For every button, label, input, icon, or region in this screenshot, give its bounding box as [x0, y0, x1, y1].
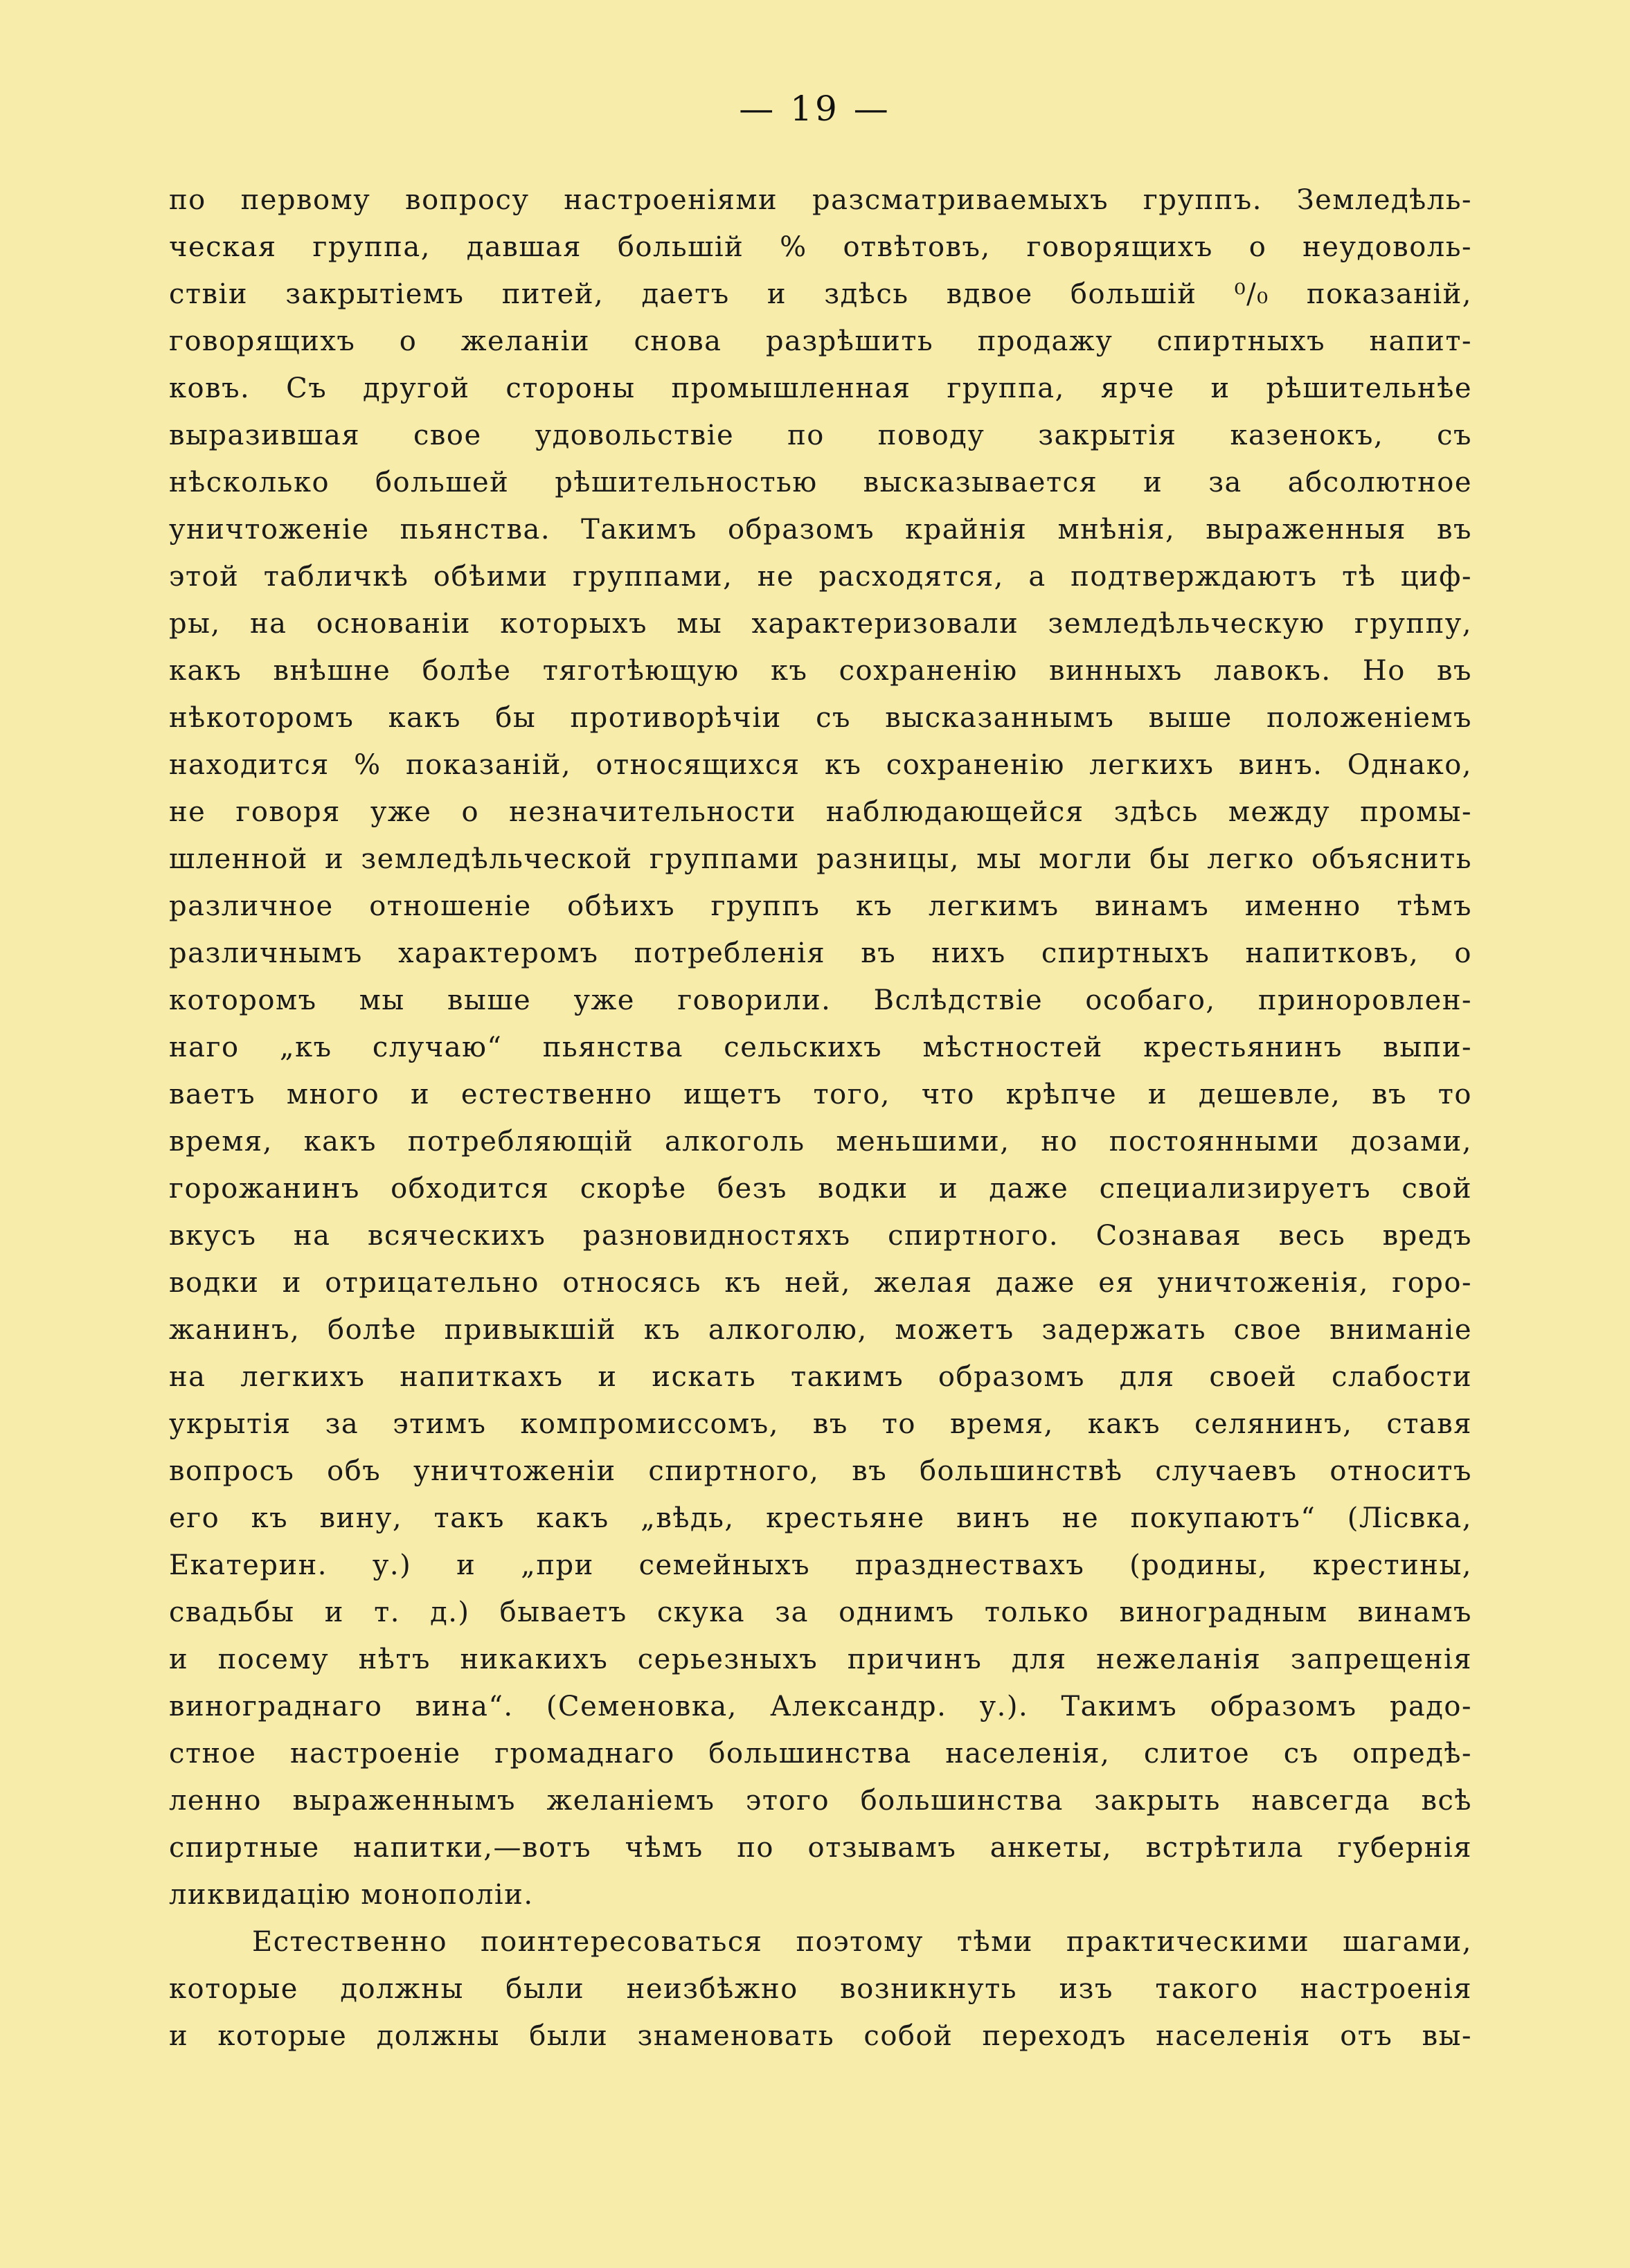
text-line: его къ вину, такъ какъ „вѣдь, крестьяне винъ не покупаютъ“ (Лісвка,	[169, 1502, 1472, 1534]
text-line: говорящихъ о желаніи снова разрѣшить продажу спиртныхъ напит-	[169, 325, 1472, 357]
text-line: ликвидацію монополіи.	[169, 1879, 534, 1911]
text-line: время, какъ потребляющій алкоголь меньшими, но постоянными дозами,	[169, 1126, 1472, 1158]
text-line: нѣкоторомъ какъ бы противорѣчіи съ высказаннымъ выше положеніемъ	[169, 702, 1472, 734]
text-line: горожанинъ обходится скорѣе безъ водки и даже специализируетъ свой	[169, 1173, 1472, 1205]
text-line: жанинъ, болѣе привыкшій къ алкоголю, можетъ задержать свое вниманіе	[169, 1314, 1472, 1346]
text-line: и которые должны были знаменовать собой переходъ населенія отъ вы-	[169, 2020, 1472, 2052]
text-line: ры, на основаніи которыхъ мы характеризовали земледѣльческую группу,	[169, 608, 1472, 640]
paragraph-2	[169, 1918, 1472, 2060]
paragraph-1	[169, 177, 1472, 1918]
text-line: наго „къ случаю“ пьянства сельскихъ мѣстностей крестьянинъ выпи-	[169, 1032, 1472, 1063]
text-line: укрытія за этимъ компромиссомъ, въ то время, какъ селянинъ, ставя	[169, 1408, 1472, 1440]
text-line: свадьбы и т. д.) бываетъ скука за однимъ только виноградным винамъ	[169, 1596, 1472, 1628]
body-text	[169, 177, 1472, 2060]
page-number: — 19 —	[739, 89, 891, 129]
text-line: ваетъ много и естественно ищетъ того, что крѣпче и дешевле, въ то	[169, 1079, 1472, 1110]
text-line: которомъ мы выше уже говорили. Вслѣдствіе особаго, приноровлен-	[169, 984, 1472, 1016]
text-line: которые должны были неизбѣжно возникнуть изъ такого настроенія	[169, 1973, 1472, 2005]
text-line: стное настроеніе громаднаго большинства населенія, слитое съ опредѣ-	[169, 1738, 1472, 1770]
text-line: ствіи закрытіемъ питей, даетъ и здѣсь вдвое большій ⁰/₀ показаній,	[169, 278, 1472, 310]
text-line: ческая группа, давшая большій % отвѣтовъ, говорящихъ о неудоволь-	[169, 231, 1472, 263]
text-line: шленной и земледѣльческой группами разницы, мы могли бы легко объяснить	[169, 843, 1472, 875]
text-line: различное отношеніе обѣихъ группъ къ легкимъ винамъ именно тѣмъ	[169, 890, 1472, 922]
text-line: ковъ. Съ другой стороны промышленная группа, ярче и рѣшительнѣе	[169, 372, 1472, 404]
text-line: и посему нѣтъ никакихъ серьезныхъ причинъ для нежеланія запрещенія	[169, 1644, 1472, 1675]
text-line: Естественно поинтересоваться поэтому тѣми практическими шагами,	[252, 1926, 1472, 1958]
text-line: не говоря уже о незначительности наблюдающейся здѣсь между промы-	[169, 796, 1472, 828]
text-line: ленно выраженнымъ желаніемъ этого большинства закрыть навсегда всѣ	[169, 1785, 1472, 1817]
text-line: вопросъ объ уничтоженіи спиртного, въ большинствѣ случаевъ относитъ	[169, 1455, 1472, 1487]
text-line: нѣсколько большей рѣшительностью высказывается и за абсолютное	[169, 467, 1472, 498]
text-line: этой табличкѣ обѣими группами, не расходятся, а подтверждаютъ тѣ циф-	[169, 561, 1472, 593]
text-line: Екатерин. у.) и „при семейныхъ празднествахъ (родины, крестины,	[169, 1549, 1472, 1581]
text-line: различнымъ характеромъ потребленія въ нихъ спиртныхъ напитковъ, о	[169, 937, 1472, 969]
text-line: спиртные напитки,—вотъ чѣмъ по отзывамъ анкеты, встрѣтила губернія	[169, 1832, 1472, 1864]
text-line: находится % показаній, относящихся къ сохраненію легкихъ винъ. Однако,	[169, 749, 1472, 781]
text-line: какъ внѣшне болѣе тяготѣющую къ сохраненію винныхъ лавокъ. Но въ	[169, 655, 1472, 687]
text-line: винограднаго вина“. (Семеновка, Александр. у.). Такимъ образомъ радо-	[169, 1691, 1472, 1722]
text-line: вкусъ на всяческихъ разновидностяхъ спиртного. Сознавая весь вредъ	[169, 1220, 1472, 1252]
text-line: на легкихъ напиткахъ и искать такимъ образомъ для своей слабости	[169, 1361, 1472, 1393]
text-line: уничтоженіе пьянства. Такимъ образомъ крайнія мнѣнія, выраженныя въ	[169, 514, 1472, 546]
text-line: выразившая свое удовольствіе по поводу закрытія казенокъ, съ	[169, 420, 1472, 451]
text-line: по первому вопросу настроеніями разсматриваемыхъ группъ. Земледѣль-	[169, 184, 1472, 216]
text-line: водки и отрицательно относясь къ ней, желая даже ея уничтоженія, горо-	[169, 1267, 1472, 1299]
